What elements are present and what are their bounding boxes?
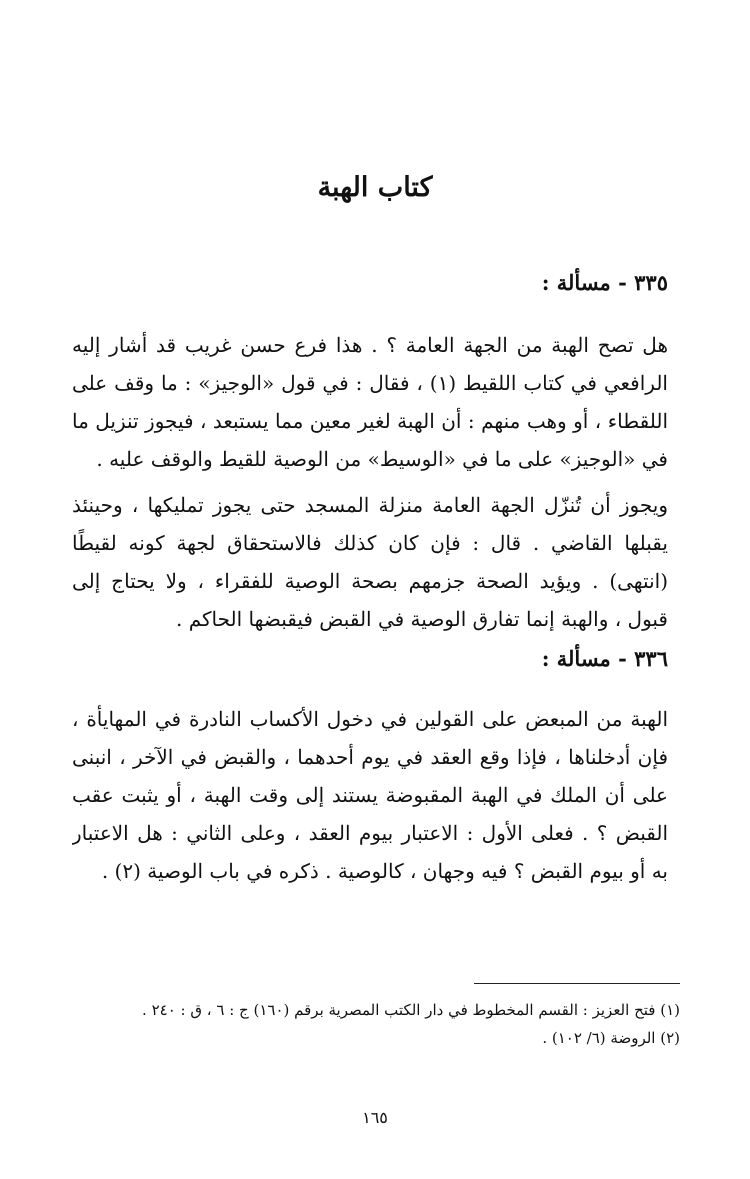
text-line: يقبلها القاضي . قال : فإن كان كذلك فالاستحقاق لجهة كونه لقيطًا — [72, 531, 668, 555]
text-line: ويجوز أن تُنزّل الجهة العامة منزلة المسجد حتى يجوز تمليكها ، وحينئذ — [72, 493, 668, 517]
text-line: على أن الملك في الهبة المقبوضة يستند إلى وقت الهبة ، أو يثبت عقب — [72, 783, 668, 807]
chapter-title: كتاب الهبة — [317, 172, 433, 203]
text-line: اللقطاء ، أو وهب منهم : أن الهبة لغير معين مما يستبعد ، فيجوز تنزيل ما — [72, 409, 668, 433]
page-number: ١٦٥ — [362, 1108, 388, 1127]
footnote-divider — [474, 983, 680, 984]
text-line: قبول ، والهبة إنما تفارق الوصية في القبض فيقبضها الحاكم . — [175, 607, 668, 631]
footnotes — [72, 996, 680, 1052]
text-line: فإن أدخلناها ، فإذا وقع العقد في يوم أحدهما ، والقبض في الآخر ، انبنى — [72, 745, 668, 769]
text-line: الهبة من المبعض على القولين في دخول الأكساب النادرة في المهايأة ، — [72, 707, 668, 731]
issue-335-heading: ٣٣٥ - مسألة : — [541, 270, 668, 295]
issue-336-paragraph — [72, 700, 668, 890]
footnote-1: (١) فتح العزيز : القسم المخطوط في دار الكتب المصرية برقم (١٦٠) ج : ٦ ، ق : ٢٤٠ . — [142, 1001, 680, 1019]
issue-335-paragraph-2 — [72, 486, 668, 638]
text-line: (انتهى) . ويؤيد الصحة جزمهم بصحة الوصية للفقراء ، ولا يحتاج إلى — [72, 569, 668, 593]
text-line: به أو بيوم القبض ؟ فيه وجهان ، كالوصية . ذكره في باب الوصية (٢) . — [101, 859, 668, 883]
issue-336-heading: ٣٣٦ - مسألة : — [541, 646, 668, 671]
text-line: القبض ؟ . فعلى الأول : الاعتبار بيوم العقد ، وعلى الثاني : هل الاعتبار — [72, 821, 668, 845]
text-line: الرافعي في كتاب اللقيط (١) ، فقال : في قول «الوجيز» : ما وقف على — [72, 371, 668, 395]
footnote-2: (٢) الروضة (٦/ ١٠٢) . — [542, 1029, 680, 1047]
issue-335-paragraph-1 — [72, 326, 668, 478]
text-line: هل تصح الهبة من الجهة العامة ؟ . هذا فرع حسن غريب قد أشار إليه — [72, 333, 668, 357]
text-line: في «الوجيز» على ما في «الوسيط» من الوصية للقيط والوقف عليه . — [96, 447, 668, 471]
